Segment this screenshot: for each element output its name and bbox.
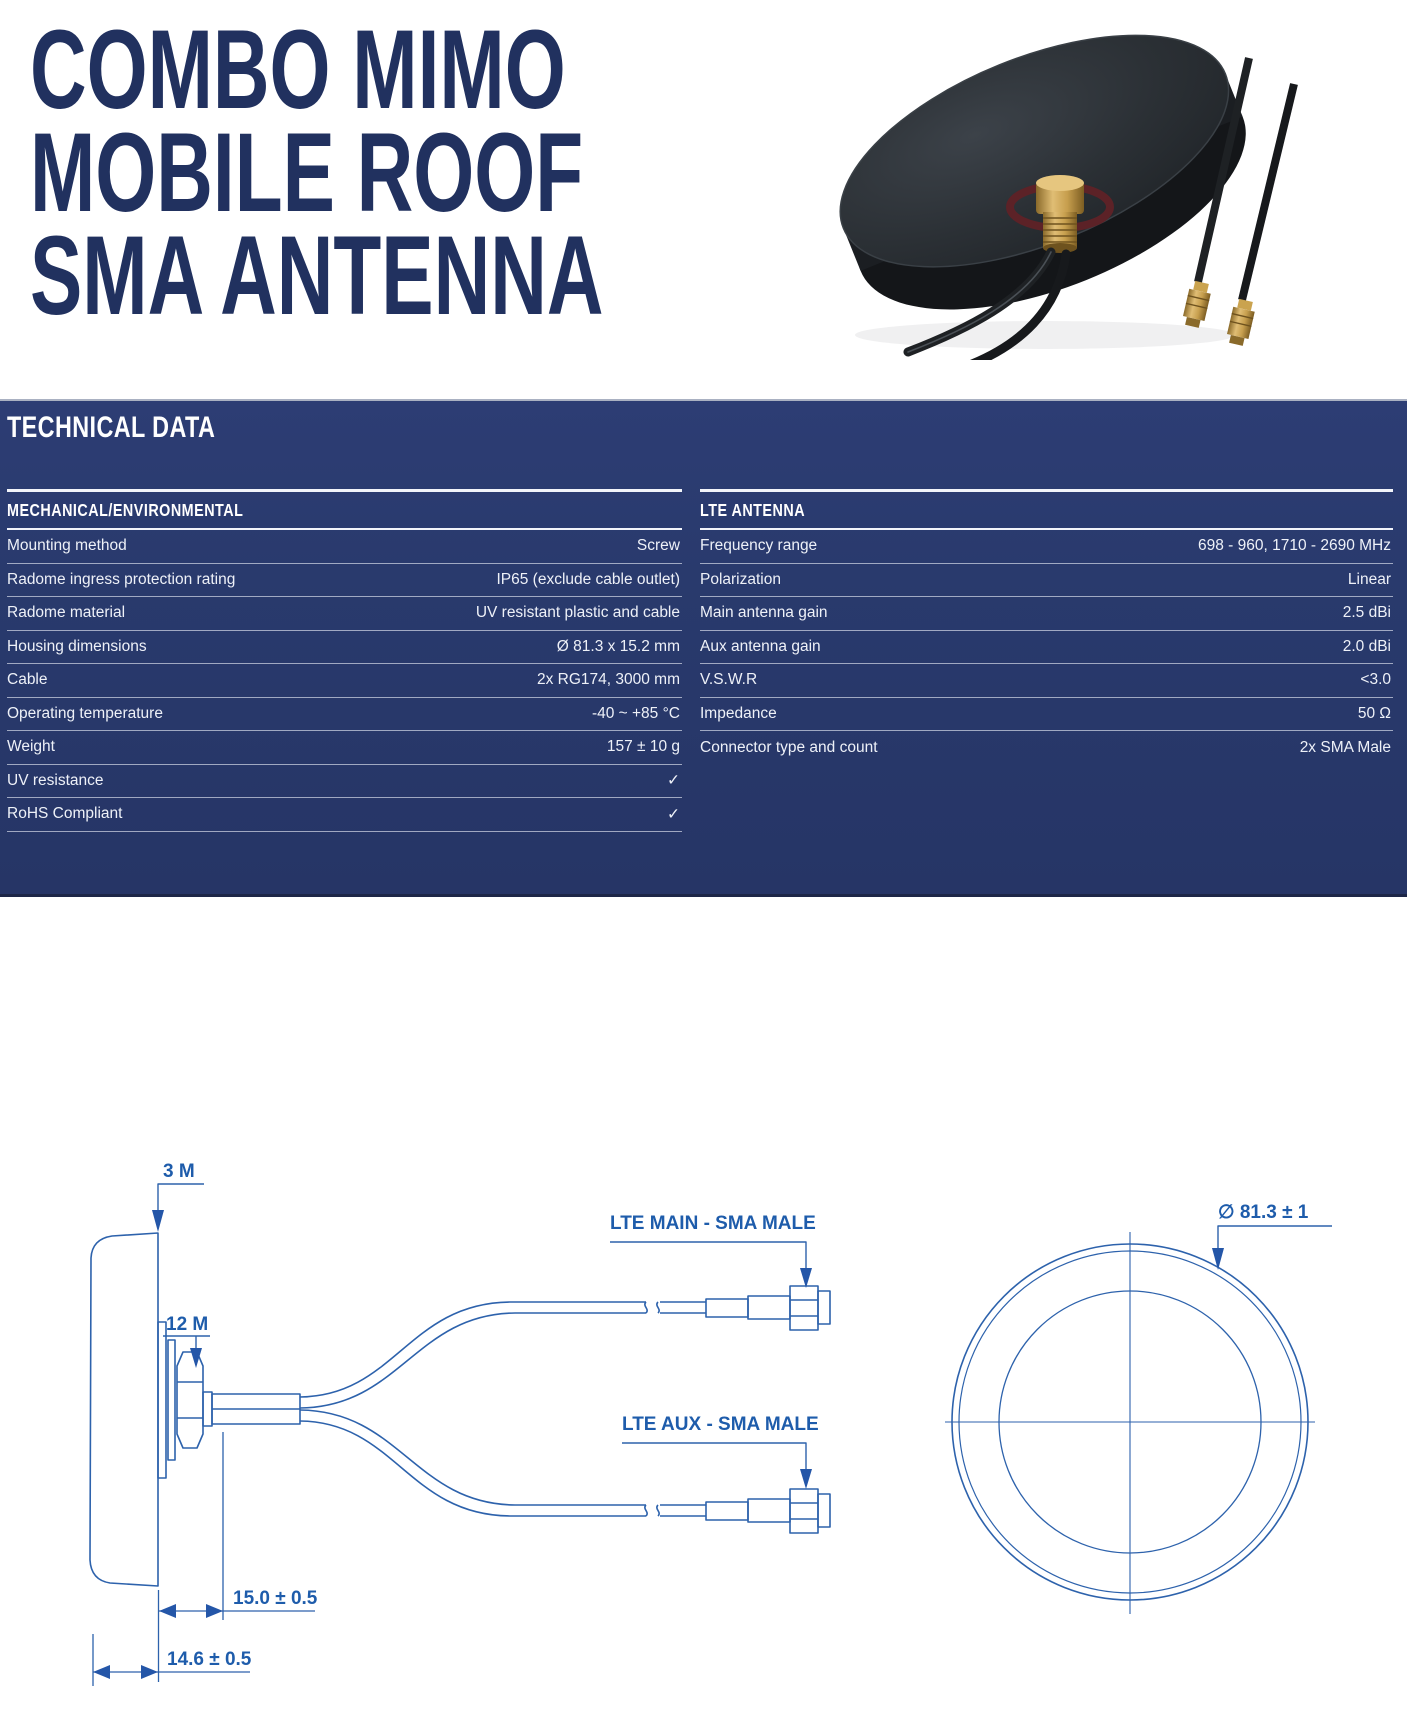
spec-label: RoHS Compliant: [7, 805, 123, 823]
lte-main-label: LTE MAIN - SMA MALE: [610, 1213, 816, 1234]
spec-value: 2.0 dBi: [1342, 637, 1391, 655]
spec-label: Radome material: [7, 604, 126, 622]
spec-label: Connector type and count: [700, 738, 878, 756]
spec-row: [700, 631, 1393, 665]
mechanical-environmental-table: [7, 489, 682, 832]
thread-size-label: 12 M: [166, 1314, 209, 1335]
spec-value: Ø 81.3 x 15.2 mm: [556, 637, 680, 655]
cable-length-label: 3 M: [163, 1161, 195, 1182]
spec-value: Screw: [636, 537, 680, 555]
top-view-radome: [945, 1232, 1315, 1614]
dimension-lines: [93, 1432, 315, 1686]
spec-label: Cable: [7, 671, 48, 689]
spec-row: [700, 664, 1393, 698]
spec-row: [7, 564, 682, 598]
spec-value: 698 - 960, 1710 - 2690 MHz: [1197, 537, 1391, 555]
spec-value: UV resistant plastic and cable: [475, 604, 680, 622]
side-view-radome: [90, 1233, 300, 1586]
protrusion-dimension: 15.0 ± 0.5: [233, 1588, 318, 1609]
table-header: [7, 489, 682, 530]
title-line: MOBILE ROOF: [30, 110, 584, 235]
table-header-label: LTE ANTENNA: [700, 499, 806, 520]
spec-label: Housing dimensions: [7, 637, 147, 655]
spec-label: Impedance: [700, 704, 777, 722]
diameter-dimension: ∅ 81.3 ± 1: [1218, 1202, 1309, 1223]
spec-row: [7, 765, 682, 799]
spec-value: ✓: [667, 772, 680, 790]
spec-label: Main antenna gain: [700, 604, 828, 622]
table-header-label: MECHANICAL/ENVIRONMENTAL: [7, 499, 244, 520]
spec-label: V.S.W.R: [700, 671, 758, 689]
spec-value: Linear: [1347, 570, 1391, 588]
spec-row: [700, 530, 1393, 564]
spec-value: <3.0: [1360, 671, 1391, 689]
spec-row: [7, 698, 682, 732]
spec-value: ✓: [667, 805, 680, 823]
spec-label: Frequency range: [700, 537, 818, 555]
antenna-product-photo: [760, 0, 1320, 360]
spec-label: Operating temperature: [7, 704, 163, 722]
page-title: [30, 7, 849, 338]
title-line: COMBO MIMO: [30, 7, 566, 132]
spec-label: Weight: [7, 738, 55, 756]
section-heading: TECHNICAL DATA: [7, 411, 216, 444]
lte-antenna-table: [700, 489, 1393, 765]
height-dimension: 14.6 ± 0.5: [167, 1649, 252, 1670]
spec-value: 2x SMA Male: [1299, 738, 1391, 756]
spec-label: Aux antenna gain: [700, 637, 821, 655]
spec-value: 157 ± 10 g: [606, 738, 680, 756]
spec-row: [700, 698, 1393, 732]
lte-main-cable: [300, 1286, 830, 1408]
spec-value: IP65 (exclude cable outlet): [496, 570, 680, 588]
spec-value: 2x RG174, 3000 mm: [536, 671, 680, 689]
title-line: SMA ANTENNA: [30, 213, 604, 338]
spec-row: [700, 731, 1393, 765]
spec-row: [7, 664, 682, 698]
spec-row: [700, 597, 1393, 631]
spec-label: Radome ingress protection rating: [7, 570, 236, 588]
spec-label: Polarization: [700, 570, 781, 588]
spec-value: -40 ~ +85 °C: [591, 704, 680, 722]
spec-label: UV resistance: [7, 771, 104, 789]
spec-row: [7, 597, 682, 631]
spec-value: 2.5 dBi: [1342, 604, 1391, 622]
spec-row: [7, 530, 682, 564]
spec-row: [7, 798, 682, 832]
photo-shadow: [855, 321, 1235, 349]
spec-label: Mounting method: [7, 537, 127, 555]
table-header: [700, 489, 1393, 530]
technical-data-section: [0, 399, 1407, 897]
spec-row: [7, 631, 682, 665]
spec-row: [700, 564, 1393, 598]
dimension-drawings: [0, 897, 1407, 1726]
lte-aux-label: LTE AUX - SMA MALE: [622, 1414, 819, 1435]
spec-value: 50 Ω: [1357, 704, 1391, 722]
spec-row: [7, 731, 682, 765]
